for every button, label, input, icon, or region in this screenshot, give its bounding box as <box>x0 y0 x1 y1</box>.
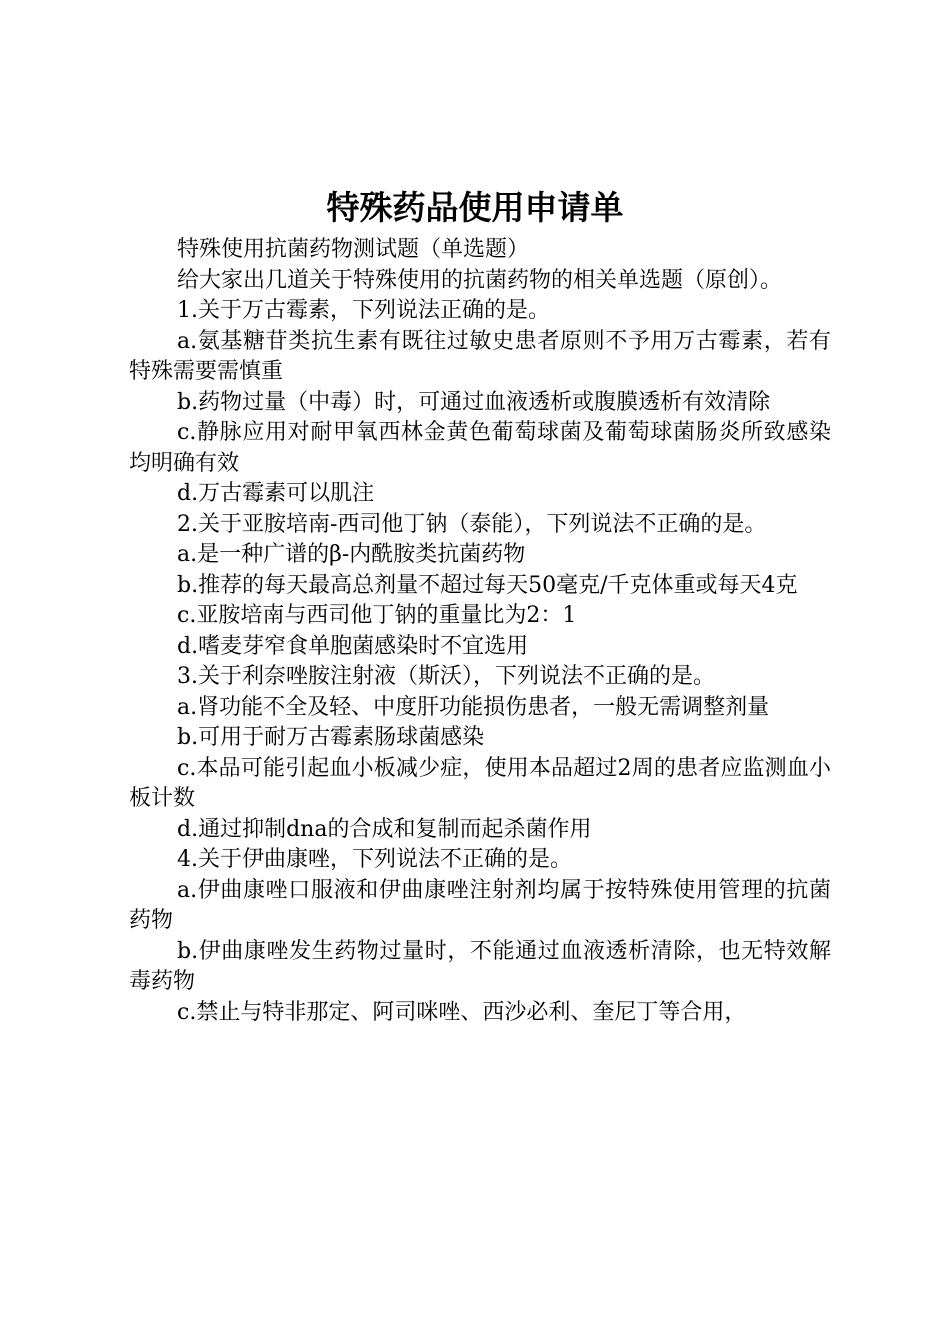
option: a.是一种广谱的β-内酰胺类抗菌药物 <box>177 542 526 567</box>
document-title: 特殊药品使用申请单 <box>326 188 624 227</box>
option: b.可用于耐万古霉素肠球菌感染 <box>177 725 485 750</box>
option: d.嗜麦芽窄食单胞菌感染时不宜选用 <box>177 633 529 659</box>
question-1: 1.关于万古霉素，下列说法正确的是。 <box>177 298 550 323</box>
option: a.伊曲康唑口服液和伊曲康唑注射剂均属于按特殊使用管理的抗菌药物 <box>129 877 831 933</box>
question-3: 3.关于利奈唑胺注射液（斯沃），下列说法不正确的是。 <box>177 664 715 689</box>
option: d.万古霉素可以肌注 <box>177 481 375 506</box>
option: b.推荐的每天最高总剂量不超过每天50毫克/千克体重或每天4克 <box>177 572 798 598</box>
question-4: 4.关于伊曲康唑，下列说法不正确的是。 <box>177 847 572 872</box>
option: c.禁止与特非那定、阿司咪唑、西沙必利、奎尼丁等合用， <box>177 999 747 1025</box>
option: c.亚胺培南与西司他丁钠的重量比为2：1 <box>177 603 577 628</box>
question-2: 2.关于亚胺培南-西司他丁钠（泰能），下列说法不正确的是。 <box>177 511 767 537</box>
option: a.肾功能不全及轻、中度肝功能损伤患者，一般无需调整剂量 <box>177 694 770 720</box>
paragraph: 给大家出几道关于特殊使用的抗菌药物的相关单选题（原创）。 <box>177 267 783 293</box>
option: a.氨基糖苷类抗生素有既往过敏史患者原则不予用万古霉素，若有特殊需要需慎重 <box>129 328 831 384</box>
option: d.通过抑制dna的合成和复制而起杀菌作用 <box>177 816 592 842</box>
option: b.药物过量（中毒）时，可通过血液透析或腹膜透析有效清除 <box>177 389 771 415</box>
option: b.伊曲康唑发生药物过量时，不能通过血液透析清除，也无特效解毒药物 <box>129 938 831 994</box>
paragraph: 特殊使用抗菌药物测试题（单选题） <box>177 237 530 262</box>
option: c.静脉应用对耐甲氧西林金黄色葡萄球菌及葡萄球菌肠炎所致感染均明确有效 <box>129 420 831 476</box>
option: c.本品可能引起血小板减少症，使用本品超过2周的患者应监测血小板计数 <box>129 755 831 811</box>
document-body <box>129 235 831 1028</box>
